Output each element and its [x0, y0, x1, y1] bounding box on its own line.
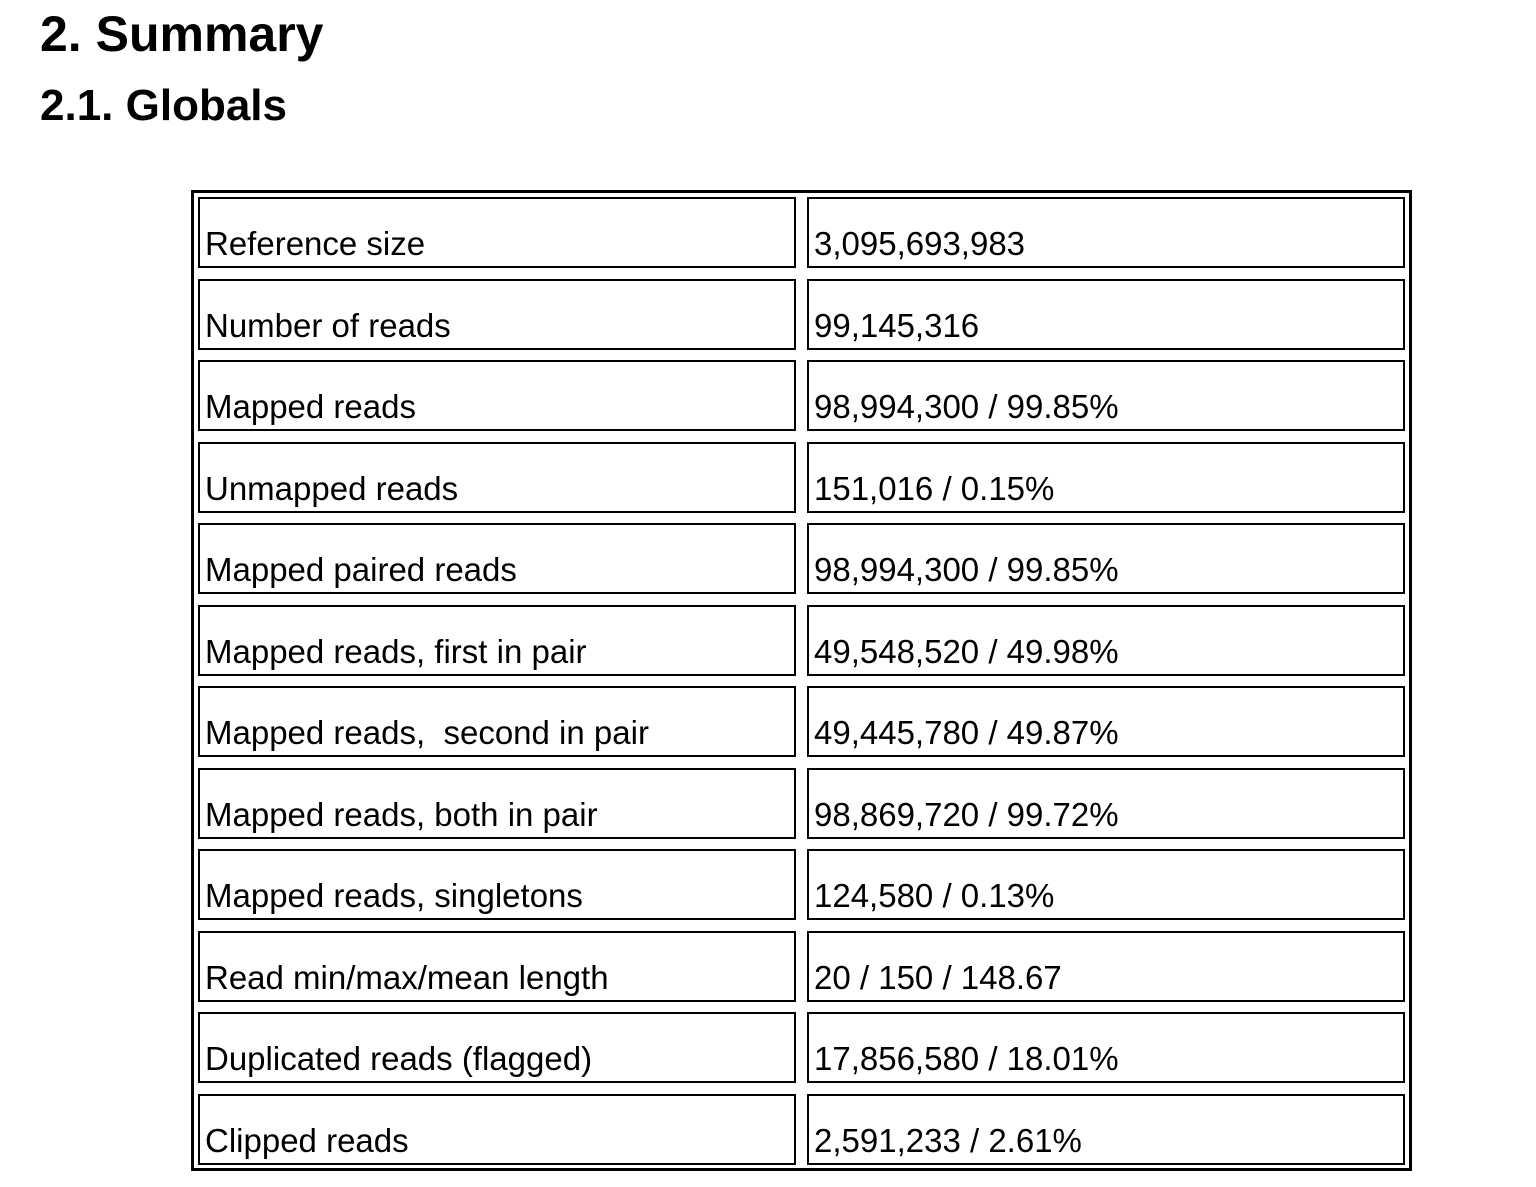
- row-value: 17,856,580 / 18.01%: [814, 1040, 1119, 1077]
- row-label: Mapped paired reads: [205, 551, 517, 588]
- row-value-cell: [807, 605, 1405, 676]
- row-label-cell: [198, 849, 796, 920]
- row-value-cell: [807, 1012, 1405, 1083]
- row-label-cell: [198, 768, 796, 839]
- row-label: Unmapped reads: [205, 469, 459, 507]
- row-label-cell: [198, 605, 796, 676]
- row-label-cell: [198, 931, 796, 1002]
- row-label-cell: [198, 360, 796, 431]
- row-value: 98,994,300 / 99.85%: [814, 388, 1119, 425]
- row-label: Mapped reads, singletons: [205, 877, 583, 914]
- row-value: 20 / 150 / 148.67: [814, 958, 1062, 996]
- row-label: Number of reads: [205, 306, 451, 344]
- row-value-cell: [807, 197, 1405, 268]
- row-value-cell: [807, 442, 1405, 513]
- row-label: Clipped reads: [205, 1121, 409, 1159]
- row-value: 49,445,780 / 49.87%: [814, 714, 1119, 751]
- row-value-cell: [807, 1094, 1405, 1165]
- section-heading: 2. Summary: [40, 6, 324, 62]
- row-value-cell: [807, 768, 1405, 839]
- row-value-cell: [807, 360, 1405, 431]
- row-value-cell: [807, 523, 1405, 594]
- globals-table: [191, 190, 1412, 1171]
- row-label-cell: [198, 279, 796, 350]
- row-label-cell: [198, 1094, 796, 1165]
- row-label-cell: [198, 442, 796, 513]
- row-value: 3,095,693,983: [814, 225, 1026, 262]
- row-value-cell: [807, 686, 1405, 757]
- row-label: Duplicated reads (flagged): [205, 1040, 593, 1077]
- row-label-cell: [198, 523, 796, 594]
- subsection-heading: 2.1. Globals: [40, 81, 287, 130]
- row-label-cell: [198, 197, 796, 268]
- row-label: Mapped reads: [205, 388, 416, 425]
- row-label: Mapped reads, second in pair: [205, 714, 649, 751]
- row-value-cell: [807, 931, 1405, 1002]
- row-value: 99,145,316: [814, 306, 980, 344]
- row-value: 98,869,720 / 99.72%: [814, 795, 1119, 833]
- row-label: Mapped reads, first in pair: [205, 632, 587, 670]
- row-value: 151,016 / 0.15%: [814, 469, 1055, 507]
- row-value: 49,548,520 / 49.98%: [814, 632, 1119, 670]
- row-value: 2,591,233 / 2.61%: [814, 1121, 1082, 1159]
- row-label-cell: [198, 686, 796, 757]
- row-value: 98,994,300 / 99.85%: [814, 551, 1119, 588]
- row-label: Read min/max/mean length: [205, 958, 609, 996]
- row-value: 124,580 / 0.13%: [814, 877, 1055, 914]
- row-label: Mapped reads, both in pair: [205, 795, 598, 833]
- row-value-cell: [807, 279, 1405, 350]
- row-value-cell: [807, 849, 1405, 920]
- row-label-cell: [198, 1012, 796, 1083]
- globals-grid: [198, 197, 1405, 1165]
- row-label: Reference size: [205, 225, 426, 262]
